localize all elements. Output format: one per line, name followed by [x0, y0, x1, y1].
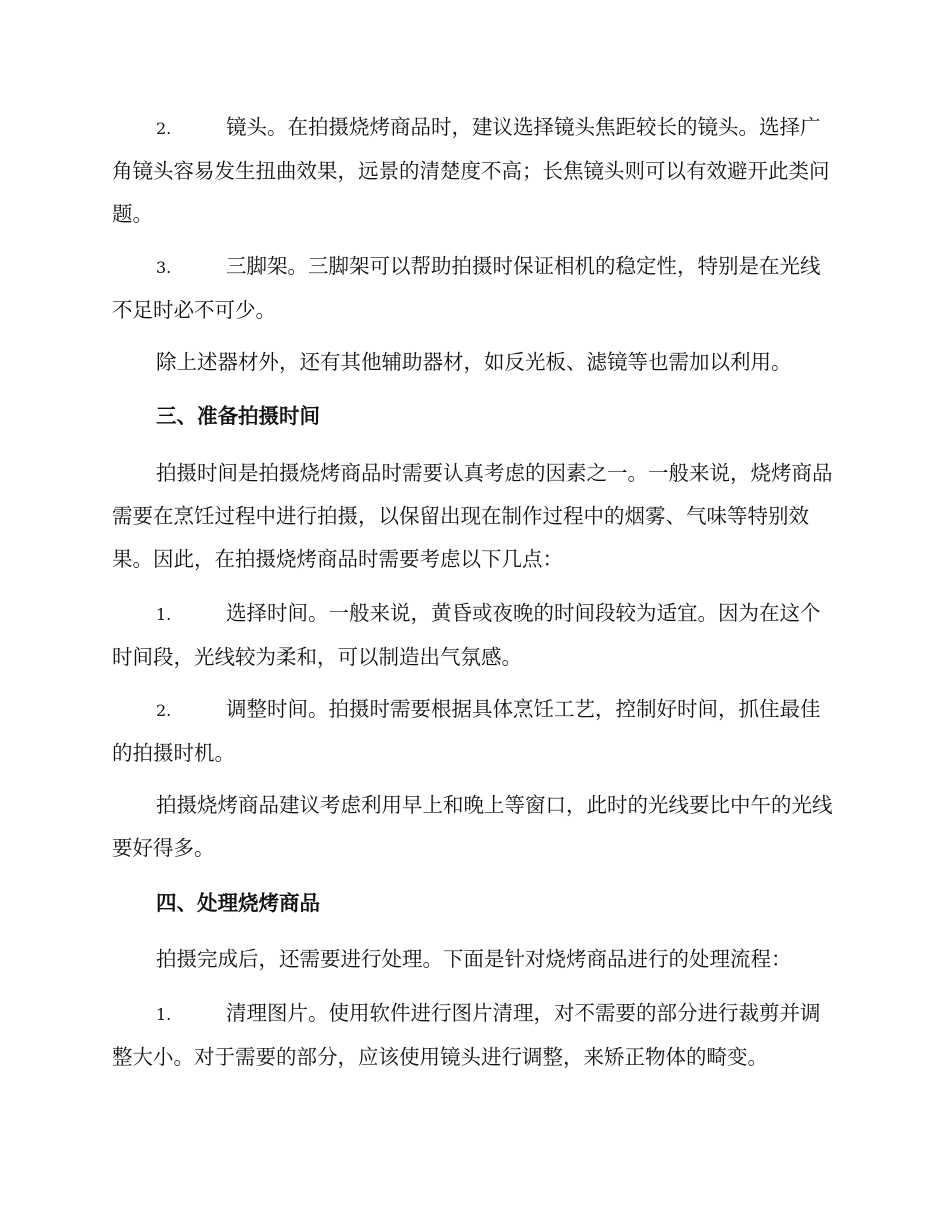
list-item-text: 清理图片。使用软件进行图片清理，对不需要的部分进行裁剪并调整大小。对于需要的部分，应该使用镜头进行调整，来矫正物体的畸变。	[112, 1001, 821, 1069]
list-item-choose-time	[112, 592, 838, 679]
list-item-clean-image	[112, 992, 838, 1079]
list-item-adjust-time	[112, 688, 838, 775]
list-number: 2.	[156, 119, 172, 138]
section-heading-4: 四、处理烧烤商品	[156, 891, 320, 915]
list-item-tripod	[112, 245, 838, 332]
list-number: 1.	[156, 605, 172, 624]
paragraph-equipment: 除上述器材外，还有其他辅助器材，如反光板、滤镜等也需加以利用。	[156, 350, 792, 374]
list-item-text: 三脚架。三脚架可以帮助拍摄时保证相机的稳定性，特别是在光线不足时必不可少。	[112, 254, 821, 322]
list-item-text: 镜头。在拍摄烧烤商品时，建议选择镜头焦距较长的镜头。选择广角镜头容易发生扭曲效果，远景的清楚度不高；长焦镜头则可以有效避开此类问题。	[112, 115, 830, 226]
paragraph-time-advice: 拍摄烧烤商品建议考虑利用早上和晚上等窗口，此时的光线要比中午的光线要好得多。	[112, 793, 833, 860]
list-number: 1.	[156, 1005, 172, 1024]
section-heading-3: 三、准备拍摄时间	[156, 404, 320, 428]
paragraph-process-intro: 拍摄完成后，还需要进行处理。下面是针对烧烤商品进行的处理流程：	[156, 947, 792, 971]
list-item-lens	[112, 106, 838, 236]
list-number: 2.	[156, 701, 172, 720]
paragraph-time-intro: 拍摄时间是拍摄烧烤商品时需要认真考虑的因素之一。一般来说，烧烤商品需要在烹饪过程中进行拍摄，以保留出现在制作过程中的烟雾、气味等特别效果。因此，在拍摄烧烤商品时需要考虑以下几点：	[112, 461, 833, 571]
list-item-text: 选择时间。一般来说，黄昏或夜晚的时间段较为适宜。因为在这个时间段，光线较为柔和，可以制造出气氛感。	[112, 601, 821, 669]
list-number: 3.	[156, 258, 172, 277]
list-item-text: 调整时间。拍摄时需要根据具体烹饪工艺，控制好时间，抓住最佳的拍摄时机。	[112, 697, 821, 765]
